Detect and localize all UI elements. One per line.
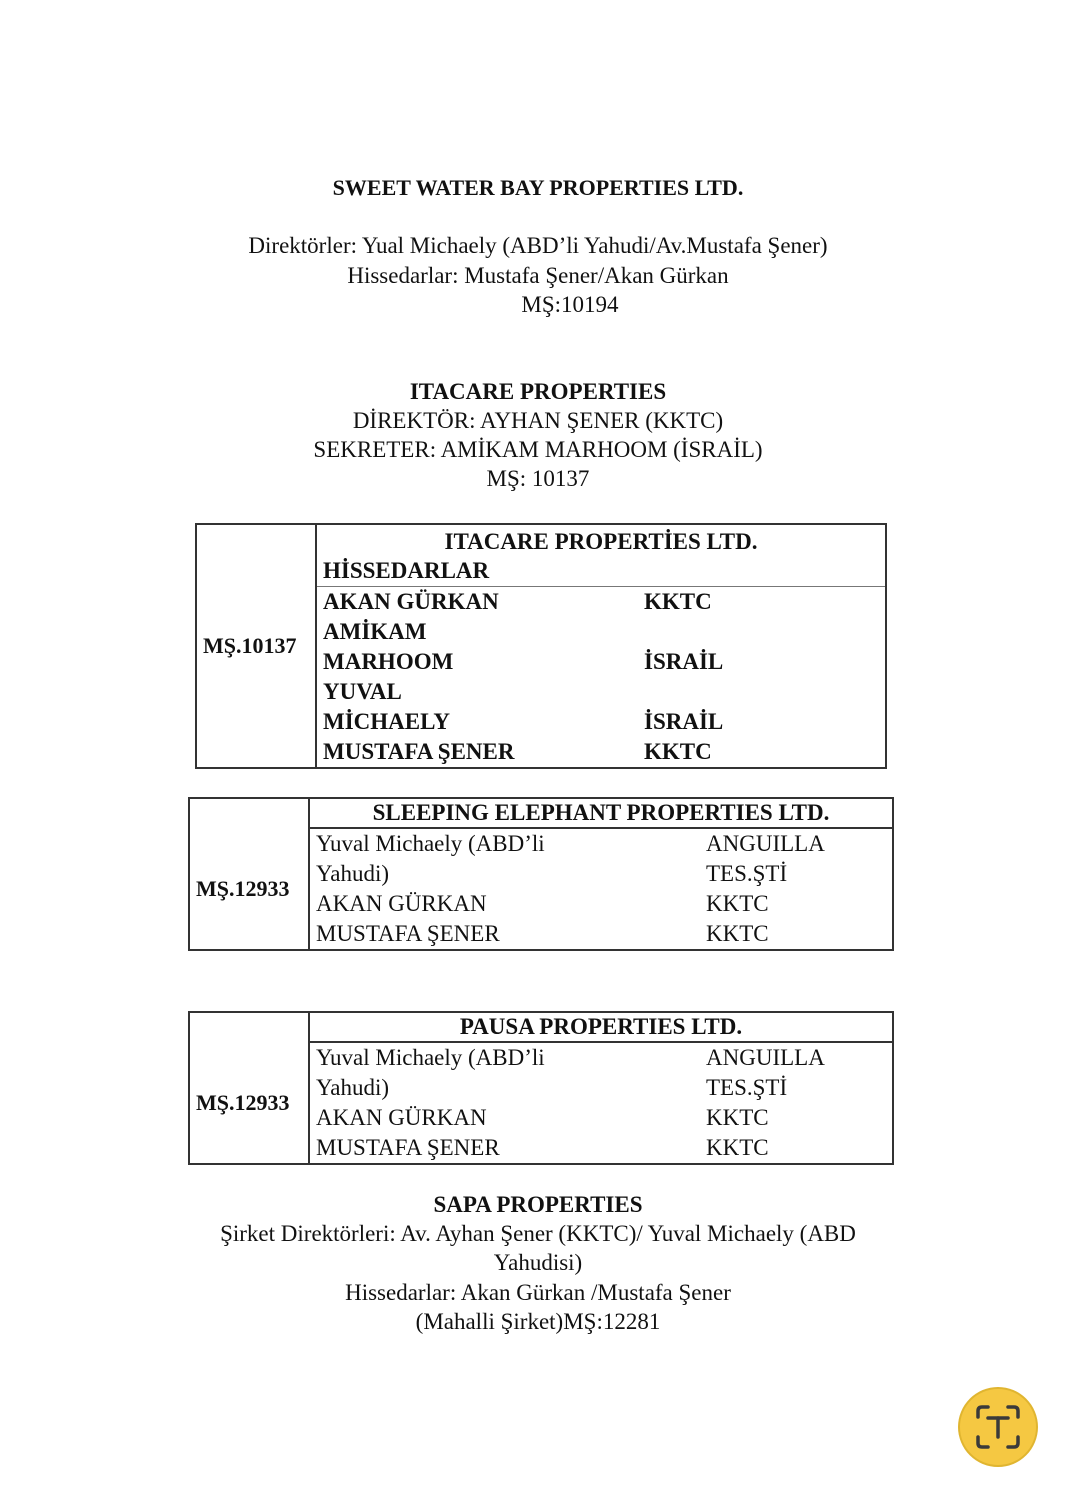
sleeping-elephant-table [188, 797, 894, 951]
itacare-table-subheading: HİSSEDARLAR [323, 558, 490, 583]
table-row: MİCHAELY İSRAİL [323, 709, 724, 734]
itacare-table-ms: MŞ.10137 [196, 524, 316, 768]
sapa-directors-line2: Yahudisi) [493, 1250, 583, 1275]
pausa-table-title: PAUSA PROPERTIES LTD. [459, 1014, 743, 1039]
pausa-table-ms: MŞ.12933 [189, 1042, 309, 1164]
itacare-ms: MŞ: 10137 [486, 466, 590, 491]
table-row: Yahudi) TES.ŞTİ [316, 861, 788, 886]
itacare-secretary: SEKRETER: AMİKAM MARHOOM (İSRAİL) [313, 437, 763, 462]
itacare-director: DİREKTÖR: AYHAN ŞENER (KKTC) [352, 408, 724, 433]
sweetwater-directors: Direktörler: Yual Michaely (ABD’li Yahudi/Av.Mustafa Şener) [248, 233, 828, 258]
sweetwater-title: SWEET WATER BAY PROPERTIES LTD. [332, 175, 744, 200]
sapa-shareholders-line2: (Mahalli Şirket)MŞ:12281 [415, 1309, 661, 1334]
itacare-table-rows [317, 587, 885, 767]
text-scan-button[interactable] [960, 1389, 1036, 1465]
sweetwater-ms: MŞ:10194 [521, 292, 619, 317]
itacare-table-title: ITACARE PROPERTİES LTD. [444, 529, 758, 554]
itacare-shareholder-table [195, 523, 887, 769]
sleeping-table-ms: MŞ.12933 [189, 828, 309, 950]
itacare-title: ITACARE PROPERTIES [409, 379, 667, 404]
table-row: MUSTAFA ŞENER KKTC [323, 739, 712, 764]
table-row: MUSTAFA ŞENER KKTC [316, 921, 769, 946]
sapa-title: SAPA PROPERTIES [433, 1192, 643, 1217]
table-row: AKAN GÜRKAN KKTC [323, 589, 712, 614]
table-row: Yuval Michaely (ABD’li ANGUILLA [316, 831, 825, 856]
pausa-table [188, 1011, 894, 1165]
sweetwater-shareholders: Hissedarlar: Mustafa Şener/Akan Gürkan [347, 263, 729, 288]
table-row: AKAN GÜRKAN KKTC [316, 1105, 769, 1130]
sapa-shareholders-line1: Hissedarlar: Akan Gürkan /Mustafa Şener [345, 1280, 731, 1305]
table-row: MARHOOM İSRAİL [323, 649, 724, 674]
text-scan-icon [972, 1401, 1024, 1453]
table-row: Yahudi) TES.ŞTİ [316, 1075, 788, 1100]
table-row: Yuval Michaely (ABD’li ANGUILLA [316, 1045, 825, 1070]
table-row: AKAN GÜRKAN KKTC [316, 891, 769, 916]
table-row: MUSTAFA ŞENER KKTC [316, 1135, 769, 1160]
table-row: YUVAL [323, 679, 402, 704]
sapa-directors-line1: Şirket Direktörleri: Av. Ayhan Şener (KKTC)/ Yuval Michaely (ABD [220, 1221, 856, 1246]
table-row: AMİKAM [323, 619, 427, 644]
sleeping-table-title: SLEEPING ELEPHANT PROPERTIES LTD. [372, 800, 830, 825]
